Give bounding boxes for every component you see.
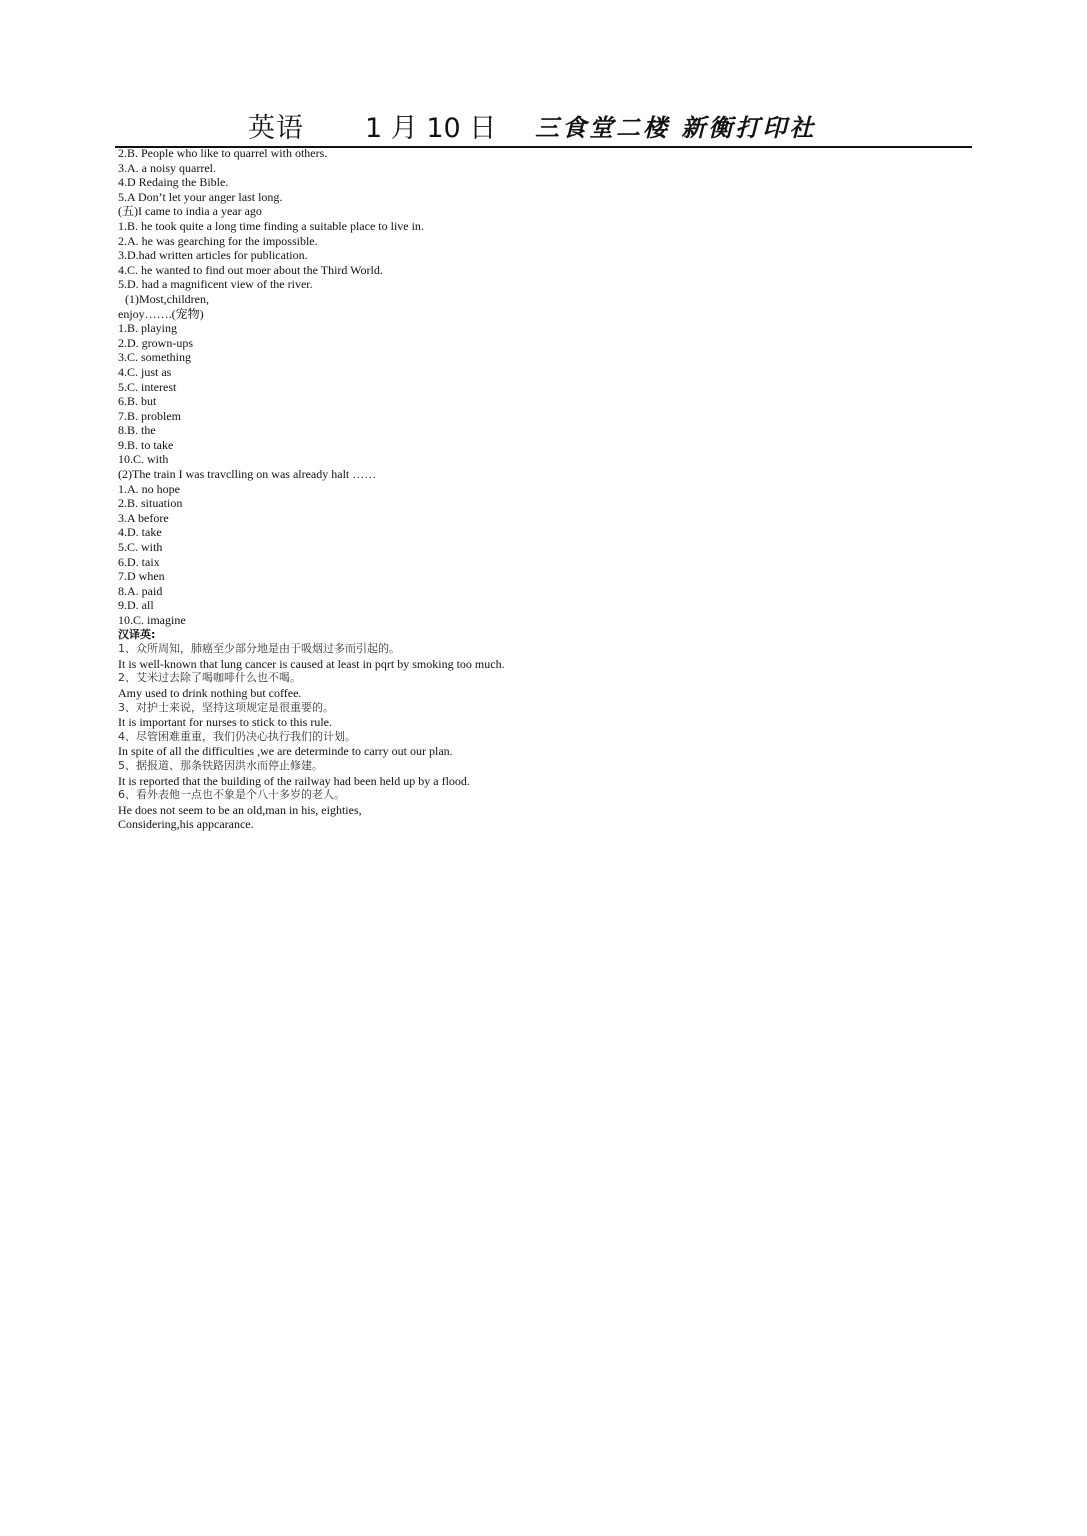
page-header bbox=[115, 104, 972, 148]
text-line: 8.B. the bbox=[118, 423, 156, 438]
text-line: 3.A before bbox=[118, 510, 169, 525]
text-line: 7.B. problem bbox=[118, 408, 181, 423]
text-line: 4、尽管困难重重，我们仍决心执行我们的计划。 bbox=[118, 729, 356, 743]
text-line: It is well-known that lung cancer is caused at least in pqrt by smoking too much. bbox=[118, 656, 505, 671]
text-line: 4.C. just as bbox=[118, 364, 172, 379]
text-line: 3.A. a noisy quarrel. bbox=[118, 160, 216, 175]
text-line: He does not seem to be an old,man in his, eighties, bbox=[118, 802, 362, 817]
text-line: 5.C. with bbox=[118, 540, 163, 555]
text-line: 6.D. taix bbox=[118, 554, 160, 569]
text-line: 1.A. no hope bbox=[118, 481, 180, 496]
text-line: 2、艾米过去除了喝咖啡什么也不喝。 bbox=[118, 671, 301, 685]
text-line: 2.D. grown-ups bbox=[118, 335, 193, 350]
text-line: 2.B. People who like to quarrel with others. bbox=[118, 146, 328, 160]
text-line: 4.D Redaing the Bible. bbox=[118, 175, 229, 190]
text-line: 1.B. playing bbox=[118, 321, 177, 336]
text-line: 3.D.had written articles for publication. bbox=[118, 248, 308, 263]
text-line: 3、对护士来说，坚持这项规定是很重要的。 bbox=[118, 700, 334, 714]
text-line: 2.A. he was gearching for the impossible. bbox=[118, 233, 318, 248]
text-line: 10.C. with bbox=[118, 452, 169, 467]
text-line: 9.D. all bbox=[118, 598, 154, 613]
answer-content bbox=[118, 146, 968, 832]
text-line: 5.A Don’t let your anger last long. bbox=[118, 189, 283, 204]
text-line: 1.B. he took quite a long time finding a suitable place to live in. bbox=[118, 218, 424, 233]
text-line: 3.C. something bbox=[118, 350, 192, 365]
text-line: 5.D. had a magnificent view of the river. bbox=[118, 277, 313, 292]
text-line: In spite of all the difficulties ,we are determinde to carry out our plan. bbox=[118, 744, 453, 759]
text-line: enjoy…….(宠物) bbox=[118, 306, 204, 321]
text-line: 9.B. to take bbox=[118, 437, 174, 452]
text-line: 8.A. paid bbox=[118, 583, 163, 598]
text-line: 10.C. imagine bbox=[118, 613, 186, 627]
text-line: (2)The train I was travclling on was already halt …… bbox=[118, 467, 377, 482]
text-line: 4.C. he wanted to find out moer about the Third World. bbox=[118, 262, 383, 277]
text-line: 5.C. interest bbox=[118, 379, 177, 394]
text-line: 5、据报道、那条铁路因洪水而停止修建。 bbox=[118, 758, 323, 772]
text-line: Amy used to drink nothing but coffee. bbox=[118, 685, 302, 700]
text-line: Considering,his appcarance. bbox=[118, 817, 254, 832]
text-line: 4.D. take bbox=[118, 525, 162, 540]
header-subject: 英语 bbox=[248, 113, 304, 144]
header-date: 1 月 10 日 bbox=[365, 113, 497, 144]
text-line: 1、众所周知，肺癌至少部分地是由于吸烟过多而引起的。 bbox=[118, 642, 400, 656]
text-line: (1)Most,children, bbox=[125, 291, 209, 306]
text-line: 7.D when bbox=[118, 569, 165, 584]
text-line: 汉译英: bbox=[118, 627, 156, 641]
text-line: It is reported that the building of the railway had been held up by a flood. bbox=[118, 773, 470, 788]
text-line: 2.B. situation bbox=[118, 496, 183, 511]
text-line: 6、看外表他一点也不象是个八十多岁的老人。 bbox=[118, 788, 345, 802]
header-location: 三食堂二楼 新衡打印社 bbox=[535, 113, 817, 142]
text-line: (五)I came to india a year ago bbox=[118, 204, 262, 219]
text-line: 6.B. but bbox=[118, 394, 157, 409]
text-line: It is important for nurses to stick to this rule. bbox=[118, 715, 332, 730]
